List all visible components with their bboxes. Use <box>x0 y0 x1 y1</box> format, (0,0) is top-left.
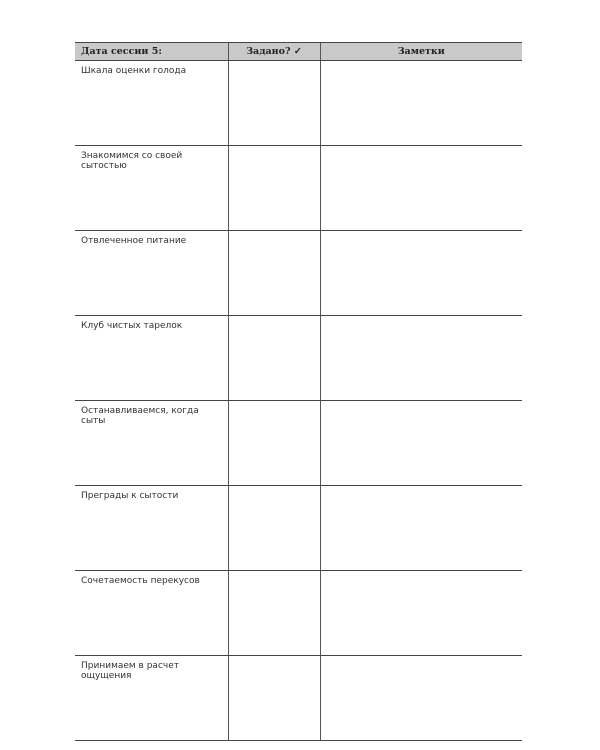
header-notes: Заметки <box>320 43 522 61</box>
row-topic: Сочетаемость перекусов <box>75 571 228 656</box>
row-notes-cell[interactable] <box>320 571 522 656</box>
row-assigned-cell[interactable] <box>228 571 320 656</box>
row-notes-cell[interactable] <box>320 316 522 401</box>
row-notes-cell[interactable] <box>320 486 522 571</box>
table-row <box>75 656 522 741</box>
row-topic: Знакомимся со своей сытостью <box>75 146 228 231</box>
row-topic: Отвлеченное питание <box>75 231 228 316</box>
row-notes-cell[interactable] <box>320 656 522 741</box>
row-topic: Принимаем в расчет ощущения <box>75 656 228 741</box>
table-row <box>75 61 522 146</box>
header-session-date: Дата сессии 5: <box>75 43 228 61</box>
row-topic: Преграды к сытости <box>75 486 228 571</box>
row-notes-cell[interactable] <box>320 146 522 231</box>
row-topic: Клуб чистых тарелок <box>75 316 228 401</box>
row-assigned-cell[interactable] <box>228 656 320 741</box>
row-assigned-cell[interactable] <box>228 316 320 401</box>
row-topic: Шкала оценки голода <box>75 61 228 146</box>
row-assigned-cell[interactable] <box>228 401 320 486</box>
row-topic: Останавливаемся, когда сыты <box>75 401 228 486</box>
row-notes-cell[interactable] <box>320 231 522 316</box>
table-row <box>75 571 522 656</box>
row-assigned-cell[interactable] <box>228 486 320 571</box>
table-row <box>75 401 522 486</box>
header-assigned: Задано? ✓ <box>228 43 320 61</box>
row-assigned-cell[interactable] <box>228 146 320 231</box>
table-row <box>75 146 522 231</box>
table-header-row <box>75 43 522 61</box>
session-table <box>75 42 522 741</box>
table-row <box>75 316 522 401</box>
row-notes-cell[interactable] <box>320 61 522 146</box>
table-row <box>75 231 522 316</box>
row-assigned-cell[interactable] <box>228 61 320 146</box>
row-notes-cell[interactable] <box>320 401 522 486</box>
row-assigned-cell[interactable] <box>228 231 320 316</box>
table-row <box>75 486 522 571</box>
